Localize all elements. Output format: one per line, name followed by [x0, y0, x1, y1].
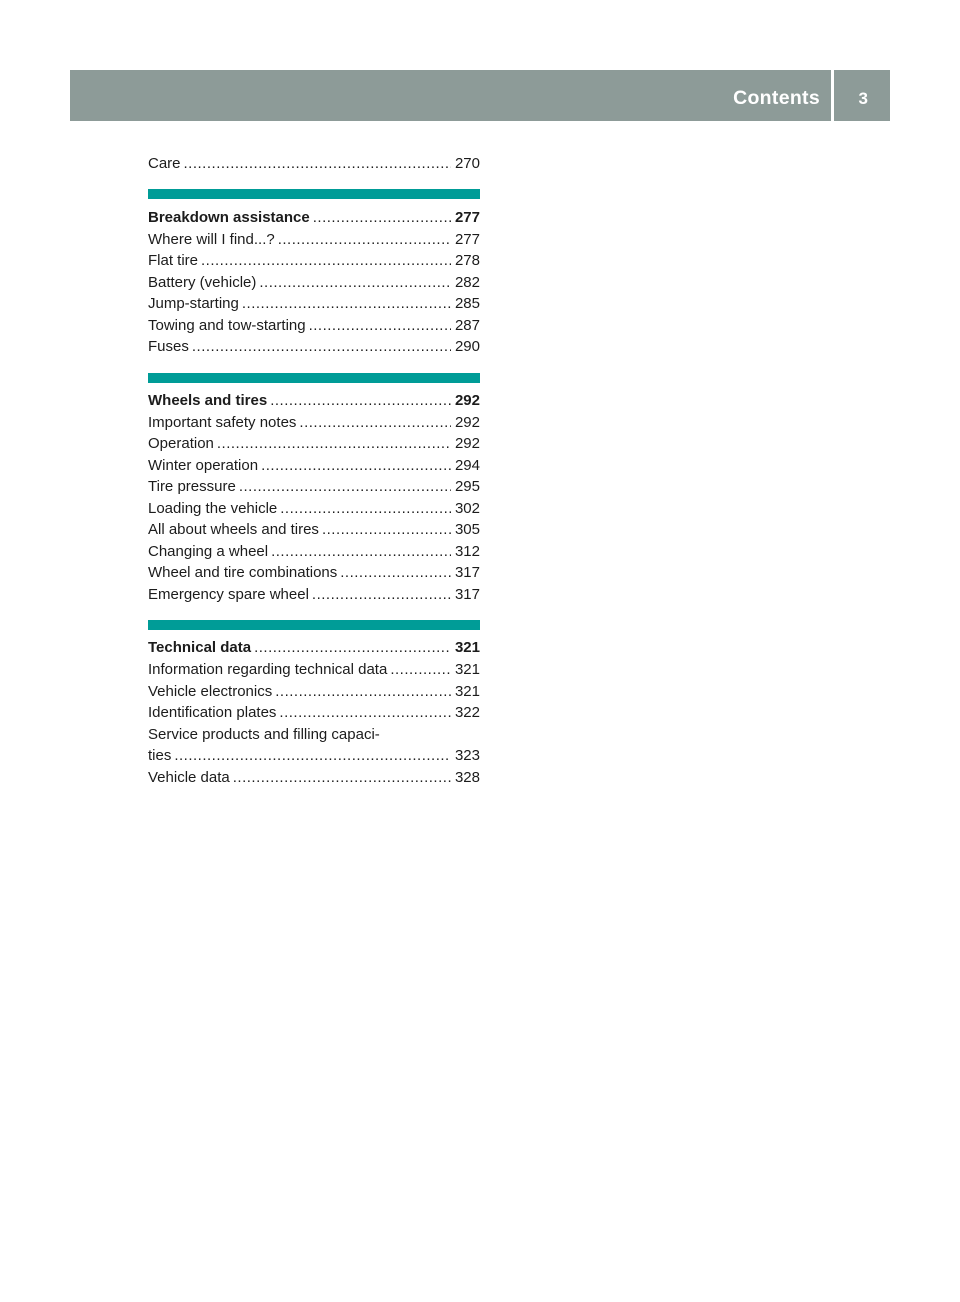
- toc-entry-care[interactable]: Care ..... 270: [148, 153, 480, 174]
- toc-entry[interactable]: Towing and tow-starting ..... 287: [148, 315, 480, 336]
- section-divider: [148, 373, 480, 383]
- toc-entry[interactable]: Vehicle electronics ..... 321: [148, 681, 480, 702]
- section-divider: [148, 620, 480, 630]
- toc-entry[interactable]: Battery (vehicle) ..... 282: [148, 272, 480, 293]
- header-separator: [831, 70, 834, 121]
- toc-entry[interactable]: Jump-starting ..... 285: [148, 293, 480, 314]
- toc-entry[interactable]: Loading the vehicle ..... 302: [148, 498, 480, 519]
- section-heading-technical-data[interactable]: Technical data ..... 321: [148, 637, 480, 658]
- toc-entry[interactable]: Wheel and tire combinations ..... 317: [148, 562, 480, 583]
- toc-entry[interactable]: Where will I find...? ..... 277: [148, 229, 480, 250]
- section-heading-wheels-and-tires[interactable]: Wheels and tires ..... 292: [148, 390, 480, 411]
- toc-entry[interactable]: Fuses ..... 290: [148, 336, 480, 357]
- toc-entry[interactable]: Emergency spare wheel ..... 317: [148, 584, 480, 605]
- toc-entry[interactable]: Winter operation ..... 294: [148, 455, 480, 476]
- page-number: 3: [858, 89, 868, 108]
- section-heading-breakdown-assistance[interactable]: Breakdown assistance ..... 277: [148, 207, 480, 228]
- toc-entry[interactable]: Flat tire ..... 278: [148, 250, 480, 271]
- toc-entry[interactable]: Service products and filling capaci-: [148, 726, 380, 743]
- header-title: Contents: [733, 87, 820, 109]
- toc-entry[interactable]: Information regarding technical data ..... 321: [148, 659, 480, 680]
- toc-entry[interactable]: All about wheels and tires ..... 305: [148, 519, 480, 540]
- toc-entry[interactable]: Vehicle data ..... 328: [148, 767, 480, 788]
- toc-entry[interactable]: Operation ..... 292: [148, 433, 480, 454]
- toc-entry[interactable]: Tire pressure ..... 295: [148, 476, 480, 497]
- toc-entry[interactable]: Identification plates ..... 322: [148, 702, 480, 723]
- section-divider: [148, 189, 480, 199]
- page-header: [70, 70, 890, 121]
- toc-entry[interactable]: ties ..... 323: [148, 745, 480, 766]
- toc-entry[interactable]: Changing a wheel ..... 312: [148, 541, 480, 562]
- toc-entry[interactable]: Important safety notes ..... 292: [148, 412, 480, 433]
